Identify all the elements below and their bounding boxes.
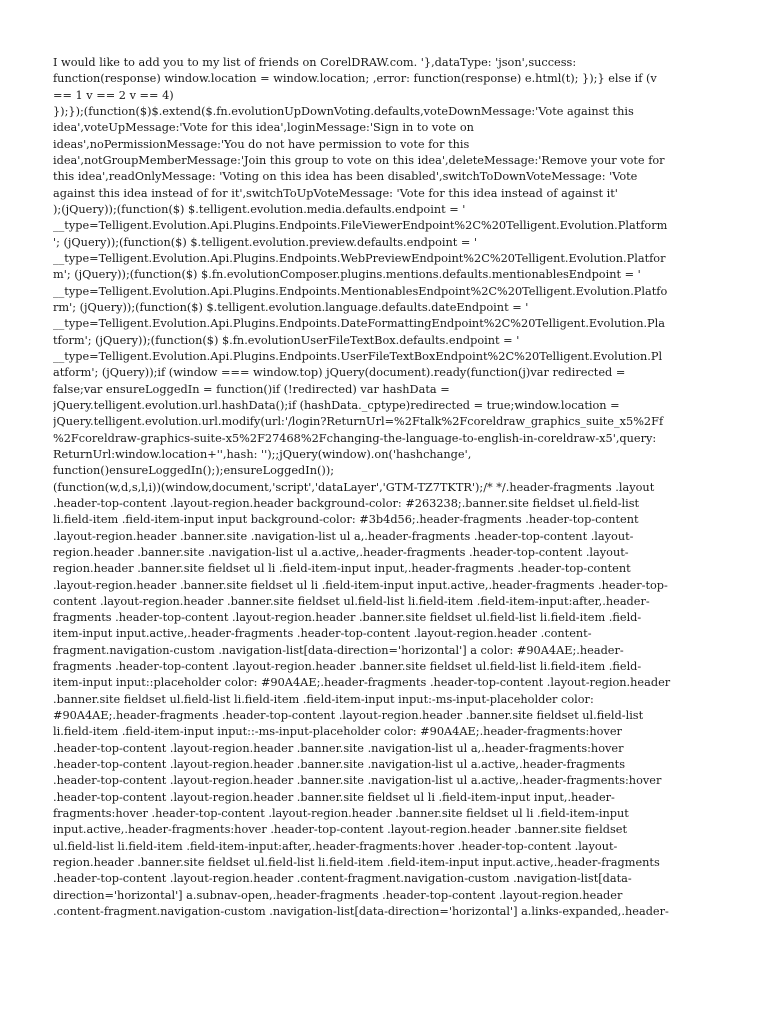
text-line: .header-top-content .layout-region.header background-color: #263238;.banner.site fieldset ul.field-list: [53, 496, 640, 510]
text-line: .banner.site fieldset ul.field-list li.field-item .field-item-input input:-ms-input-placeholder color:: [53, 692, 594, 706]
text-line: '; (jQuery));(function($) $.telligent.evolution.preview.defaults.endpoint = ': [53, 235, 478, 249]
text-line: .layout-region.header .banner.site .navigation-list ul a,.header-fragments .header-top-content .layout-: [53, 529, 634, 543]
text-line: rm'; (jQuery));(function($) $.telligent.evolution.language.defaults.dateEndpoint = ': [53, 300, 529, 314]
text-line: item-input input::placeholder color: #90A4AE;.header-fragments .header-top-content .layout-region.header: [53, 676, 671, 690]
text-line: __type=Telligent.Evolution.Api.Plugins.Endpoints.WebPreviewEndpoint%2C%20Telligent.Evolution.Platfor: [53, 251, 666, 265]
text-line: .layout-region.header .banner.site fieldset ul li .field-item-input input.active,.header-fragments .header-top-: [53, 578, 668, 592]
text-line: idea',voteUpMessage:'Vote for this idea',loginMessage:'Sign in to vote on: [53, 121, 474, 135]
text-line: function()ensureLoggedIn(););ensureLoggedIn());: [53, 464, 335, 478]
text-line: false;var ensureLoggedIn = function()if (!redirected) var hashData =: [53, 382, 450, 396]
text-line: direction='horizontal'] a.subnav-open,.header-fragments .header-top-content .layout-region.header: [53, 888, 623, 902]
text-line: content .layout-region.header .banner.site fieldset ul.field-list li.field-item .field-item-input:after,.header-: [53, 594, 650, 608]
text-line: ReturnUrl:window.location+'',hash: '');;jQuery(window).on('hashchange',: [53, 447, 472, 461]
text-line: fragment.navigation-custom .navigation-list[data-direction='horizontal'] a color: #90A4AE;.header-: [53, 643, 624, 657]
text-line: .header-top-content .layout-region.header .banner.site .navigation-list ul a.active,.header-fragments:hover: [53, 774, 662, 788]
text-line: ul.field-list li.field-item .field-item-input:after,.header-fragments:hover .header-top-content .layout-: [53, 839, 618, 853]
text-line: });});(function($)$.extend($.fn.evolutionUpDownVoting.defaults,voteDownMessage:'Vote against this: [53, 104, 634, 118]
text-line: against this idea instead of for it',switchToUpVoteMessage: 'Vote for this idea instead of against it': [53, 186, 618, 200]
text-line: fragments .header-top-content .layout-region.header .banner.site fieldset ul.field-list li.field-item .field-: [53, 660, 642, 674]
text-line: .header-top-content .layout-region.header .banner.site fieldset ul li .field-item-input input,.header-: [53, 790, 615, 804]
text-line: m'; (jQuery));(function($) $.fn.evolutionComposer.plugins.mentions.defaults.mentionablesEndpoint = ': [53, 268, 641, 282]
text-line: __type=Telligent.Evolution.Api.Plugins.Endpoints.DateFormattingEndpoint%2C%20Telligent.Evolution.Pla: [53, 317, 666, 331]
text-line: item-input input.active,.header-fragments .header-top-content .layout-region.header .content-: [53, 627, 592, 641]
text-line: .header-top-content .layout-region.header .content-fragment.navigation-custom .navigation-list[data-: [53, 872, 632, 886]
text-line: (function(w,d,s,l,i))(window,document,'script','dataLayer','GTM-TZ7TKTR');/* */.header-fragments .layout: [53, 480, 655, 494]
text-line: region.header .banner.site fieldset ul li .field-item-input input,.header-fragments .header-top-content: [53, 562, 631, 576]
text-line: __type=Telligent.Evolution.Api.Plugins.Endpoints.UserFileTextBoxEndpoint%2C%20Telligent.Evolution.Pl: [53, 349, 663, 363]
text-line: __type=Telligent.Evolution.Api.Plugins.Endpoints.FileViewerEndpoint%2C%20Telligent.Evolution.Platform: [53, 219, 668, 233]
text-line: region.header .banner.site fieldset ul.field-list li.field-item .field-item-input input.active,.header-fragments: [53, 856, 660, 870]
text-line: this idea',readOnlyMessage: 'Voting on this idea has been disabled',switchToDownVoteMessage: 'Vote: [53, 170, 638, 184]
text-line: region.header .banner.site .navigation-list ul a.active,.header-fragments .header-top-content .layout-: [53, 545, 629, 559]
text-line: fragments .header-top-content .layout-region.header .banner.site fieldset ul.field-list li.field-item .field-: [53, 611, 642, 625]
text-line: ideas',noPermissionMessage:'You do not have permission to vote for this: [53, 137, 470, 151]
document-page: [53, 55, 719, 920]
text-line: input.active,.header-fragments:hover .header-top-content .layout-region.header .banner.site fieldset: [53, 823, 627, 837]
text-line: .header-top-content .layout-region.header .banner.site .navigation-list ul a,.header-fragments:hover: [53, 741, 624, 755]
text-line: function(response) window.location = window.location; ,error: function(response) e.html(t); });} else if (v: [53, 72, 657, 86]
text-line: __type=Telligent.Evolution.Api.Plugins.Endpoints.MentionablesEndpoint%2C%20Telligent.Evolution.Platfo: [53, 284, 668, 298]
text-line: li.field-item .field-item-input input background-color: #3b4d56;.header-fragments .header-top-content: [53, 513, 639, 527]
text-line: jQuery.telligent.evolution.url.hashData();if (hashData._cptype)redirected = true;window.location =: [53, 398, 620, 412]
text-line: atform'; (jQuery));if (window === window.top) jQuery(document).ready(function(j)var redirected =: [53, 366, 626, 380]
text-line: li.field-item .field-item-input input::-ms-input-placeholder color: #90A4AE;.header-fragments:hover: [53, 725, 622, 739]
text-line: jQuery.telligent.evolution.url.modify(url:'/login?ReturnUrl=%2Ftalk%2Fcoreldraw_graphics_suite_x5%2Ff: [53, 415, 664, 429]
text-line: .header-top-content .layout-region.header .banner.site .navigation-list ul a.active,.header-fragments: [53, 758, 625, 772]
text-line: == 1 v == 2 v == 4): [53, 88, 174, 102]
text-line: idea',notGroupMemberMessage:'Join this group to vote on this idea',deleteMessage:'Remove your vote for: [53, 153, 665, 167]
text-line: .content-fragment.navigation-custom .navigation-list[data-direction='horizontal'] a.links-expanded,.header-: [53, 905, 669, 919]
text-line: I would like to add you to my list of friends on CorelDRAW.com. '},dataType: 'json',success:: [53, 56, 577, 69]
text-line: #90A4AE;.header-fragments .header-top-content .layout-region.header .banner.site fieldset ul.field-list: [53, 709, 644, 723]
text-line: tform'; (jQuery));(function($) $.fn.evolutionUserFileTextBox.defaults.endpoint = ': [53, 333, 520, 347]
text-line: fragments:hover .header-top-content .layout-region.header .banner.site fieldset ul li .field-item-input: [53, 807, 629, 821]
text-line: %2Fcoreldraw-graphics-suite-x5%2F27468%2Fchanging-the-language-to-english-in-coreldraw-x5',query:: [53, 431, 657, 445]
text-line: );(jQuery));(function($) $.telligent.evolution.media.defaults.endpoint = ': [53, 202, 466, 216]
